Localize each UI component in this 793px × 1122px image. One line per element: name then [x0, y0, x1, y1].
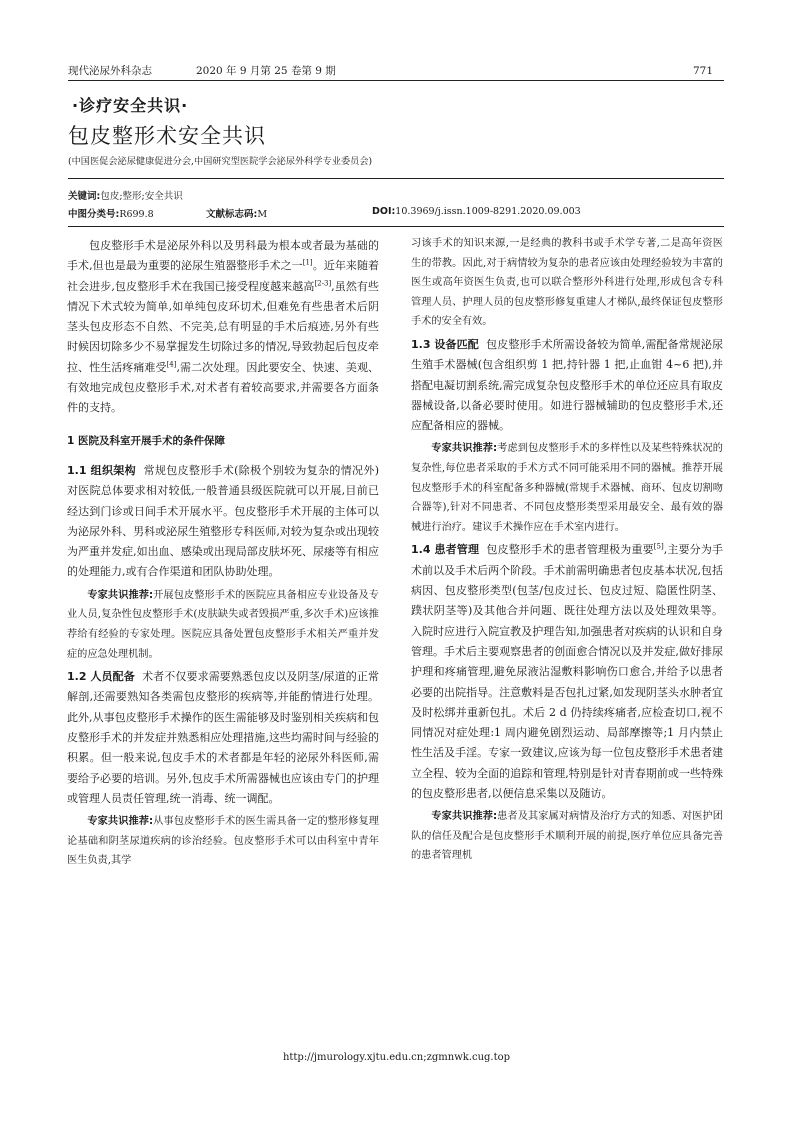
column-tag: ·诊疗安全共识·	[72, 96, 189, 115]
left-column	[67, 236, 379, 874]
doc-code-line	[206, 206, 267, 220]
doc-code-label: 文献标志码:	[206, 209, 258, 220]
expert-recommendation: 专家共识推荐:开展包皮整形手术的医院应具备相应专业设备及专业人员,复杂性包皮整形手术(皮肤缺失或者毁损严重,多次手术)应该推荐给有经验的专家处理。医院应具备处置包皮整形手术相关严重并发症的应急处理机制。	[67, 589, 379, 660]
doi-label: DOI:	[372, 206, 396, 217]
expert-recommendation: 专家共识推荐:患者及其家属对病情及治疗方式的知悉、对医护团队的信任及配合是包皮整形手术顺利开展的前提,医疗单位应具备完善的患者管理机	[411, 811, 723, 862]
expert-recommendation: 专家共识推荐:考虑到包皮整形手术的多样性以及某些特殊状况的复杂性,每位患者采取的手术方式不同可能采用不同的器械。推荐开展包皮整形手术的科室配备多种器械(常规手术器械、商环、包皮切割吻合器等),针对不同患者、不同包皮整形类型采用最安全、最有效的器械进行治疗。建议手术操作应在手术室内进行。	[411, 443, 723, 533]
subsection-heading: 1.1 组织架构	[67, 463, 136, 477]
keywords-value: 包皮;整形;安全共识	[100, 191, 183, 202]
subsection-1-4: 1.4 患者管理 包皮整形手术的患者管理极为重要[5],主要分为手术前以及手术后两个阶段。手术前需明确患者包皮基本状况,包括病因、包皮整形类型(包茎/包皮过长、包皮过短、隐匿性阴茎、蹼状阴茎等)及其他合并问题、既往处理方法以及处理效果等。入院时应进行入院宣教及护理告知,加强患者对疾病的认识和自身管理。手术后主要观察患者的创面愈合情况以及并发症,做好排尿护理和疼痛管理,避免尿液沾湿敷料影响伤口愈合,并给予以患者必要的出院指导。注意敷料是否包扎过紧,如发现阴茎头水肿者宜及时松绑并重新包扎。术后 2 d 仍持续疼痛者,应检查切口,视不同情况对症处理:1 周内避免剧烈运动、局部摩擦等;1 月内禁止性生活及手淫。专家一致建议,应该为每一位包皮整形手术患者建立全程、较为全面的追踪和管理,特别是针对青春期前或一些特殊的包皮整形患者,以便信息采集以及随访。	[411, 542, 724, 800]
subsection-heading: 1.2 人员配备	[67, 670, 135, 684]
running-header	[68, 62, 713, 80]
affiliation: (中国医促会泌尿健康促进分会,中国研究型医院学会泌尿外科学专业委员会)	[68, 156, 373, 167]
citation: [1]	[302, 258, 313, 267]
article-title: 包皮整形术安全共识	[68, 124, 266, 148]
doc-code-value: M	[257, 209, 268, 220]
page-number: 771	[692, 65, 713, 77]
subsection-1-3: 1.3 设备匹配 包皮整形手术所需设备较为简单,需配备常规泌尿生殖手术器械(包含组织剪 1 把,持针器 1 把,止血钳 4~6 把),并搭配电凝切割系统,需完成复杂包皮整形手术的单位还应具有取皮器械设备,以备必要时使用。如进行器械辅助的包皮整形手术,还应配备相应的器械。	[411, 337, 723, 433]
section-heading: 1 医院及科室开展手术的条件保障	[67, 434, 225, 447]
subsection-1-2: 1.2 人员配备 术者不仅要求需要熟悉包皮以及阴茎/尿道的正常解剖,还需要熟知各类需包皮整形的疾病等,并能酌情进行处理。此外,从事包皮整形手术操作的医生需能够及时鉴别相关疾病和包皮整形手术的并发症并熟悉相应处理措施,这些均需时间与经验的积累。但一般来说,包皮手术的术者都是年轻的泌尿外科医师,需要给予必要的培训。另外,包皮手术所需器械也应该由专门的护理或管理人员责任管理,统一消毒、统一调配。	[67, 670, 379, 805]
citation: [4]	[166, 360, 177, 369]
intro-paragraph: 包皮整形手术是泌尿外科以及男科最为根本或者最为基础的手术,但也是最为重要的泌尿生殖器整形手术之一[1]。近年来随着社会进步,包皮整形手术在我国已接受程度越来越高[2-3],虽然有些情况下术式较为简单,如单纯包皮环切术,但难免有些患者术后阴茎头包皮形态不自然、不完美,总有明显的手术后痕迹,另外有些时候因切除多少不易掌握发生切除过多的情况,导致勃起后包皮牵拉、性生活疼痛难受[4],需二次处理。因此要安全、快速、美观、有效地完成包皮整形手术,对术者有着较高要求,并需要各方面条件的支持。	[67, 239, 380, 415]
doi-line	[372, 206, 581, 217]
citation: [2-3]	[314, 278, 332, 287]
header-rule	[68, 80, 724, 81]
right-column	[411, 234, 723, 869]
keywords-label: 关键词:	[68, 191, 101, 202]
citation: [5]	[653, 542, 664, 551]
subsection-heading: 1.4 患者管理	[411, 543, 480, 557]
expert-recommendation: 专家共识推荐:从事包皮整形手术的医生需具备一定的整形修复理论基础和阴茎尿道疾病的诊治经验。包皮整形手术可以由科室中青年医生负责,其学	[67, 816, 379, 867]
keywords-line	[68, 188, 183, 202]
expert-recommendation-cont: 习该手术的知识来源,一是经典的教科书或手术学专著,二是高年资医生的带教。因此,对于病情较为复杂的患者应该由处理经验较为丰富的医生或高年资医生负责,也可以联合整形外科进行处理,形成包含专科管理人员、护理人员的包皮整形修复重建人才梯队,最终保证包皮整形手术的安全有效。	[411, 238, 723, 328]
doi-value: 10.3969/j.issn.1009-8291.2020.09.003	[395, 206, 581, 217]
classification-line	[68, 206, 154, 220]
issue-info: 2020 年 9 月第 25 卷第 9 期	[196, 65, 336, 77]
clc-label: 中图分类号:	[68, 209, 120, 220]
subsection-1-1: 1.1 组织架构 常规包皮整形手术(除极个别较为复杂的情况外)对医院总体要求相对较低,一般普通县级医院就可以开展,目前已经达到门诊或日间手术开展水平。包皮整形手术开展的主体可以为泌尿外科、男科或泌尿生殖整形专科医师,对较为复杂或出现较为严重并发症,如出血、感染或出现局部皮肤坏死、尿瘘等有相应的处理能力,或有合作渠道和团队协助处理。	[67, 463, 379, 579]
footer-urls: http://jmurology.xjtu.edu.cn;zgmnwk.cug.top	[282, 1052, 511, 1063]
meta-rule-top	[68, 178, 724, 179]
meta-rule-bottom	[68, 226, 724, 227]
subsection-heading: 1.3 设备匹配	[411, 337, 479, 351]
clc-value: R699.8	[119, 209, 154, 220]
journal-name: 现代泌尿外科杂志	[68, 65, 152, 77]
